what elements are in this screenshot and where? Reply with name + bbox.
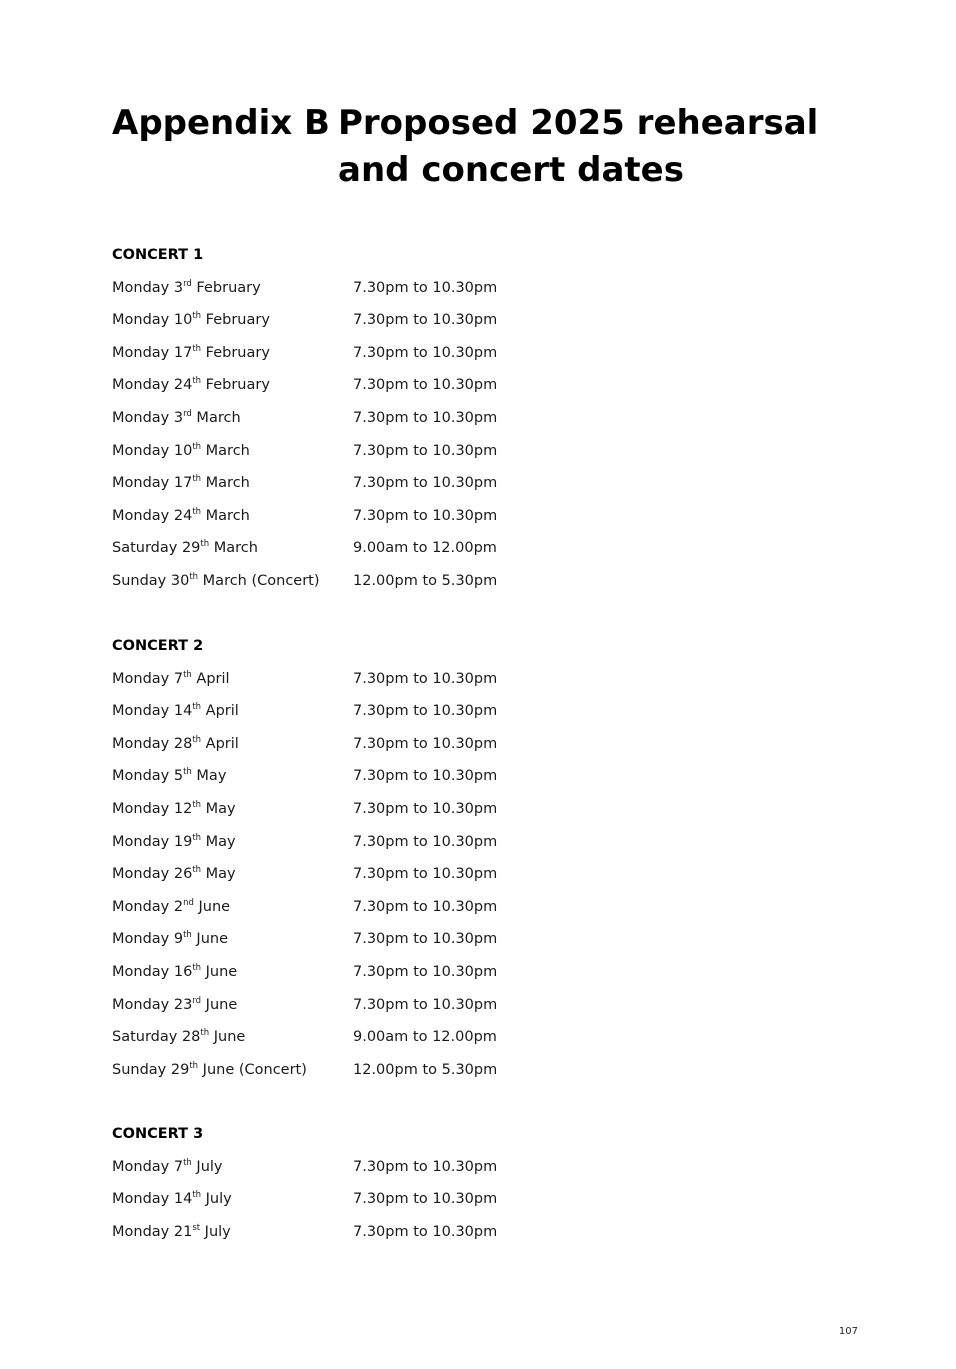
rehearsal-date: [112, 304, 270, 337]
date-ordinal-suffix: th: [192, 962, 202, 973]
rehearsal-date: [112, 337, 270, 370]
schedule-row: [112, 272, 612, 305]
date-ordinal-suffix: th: [183, 930, 192, 941]
rehearsal-date: [112, 402, 241, 435]
date-month: February: [191, 279, 261, 296]
rehearsal-date: [112, 989, 237, 1022]
date-day: Monday 7: [112, 1158, 184, 1175]
date-day: Monday 14: [112, 703, 193, 720]
date-ordinal-suffix: th: [189, 571, 199, 582]
schedule-row: [112, 304, 612, 337]
date-month: June: [201, 963, 238, 980]
schedule-row: [112, 923, 612, 956]
date-ordinal-suffix: th: [192, 376, 202, 387]
rehearsal-date: [112, 1183, 232, 1216]
date-day: Monday 3: [112, 279, 184, 296]
rehearsal-time: 7.30pm to 10.30pm: [353, 475, 498, 492]
date-day: Monday 17: [112, 344, 193, 361]
rehearsal-time: 7.30pm to 10.30pm: [353, 377, 498, 394]
rehearsal-time: 7.30pm to 10.30pm: [353, 1191, 498, 1208]
rehearsal-time: 7.30pm to 10.30pm: [353, 312, 498, 329]
rehearsal-date: [112, 435, 250, 468]
rehearsal-time: 9.00am to 12.00pm: [353, 1029, 497, 1046]
date-day: Monday 3: [112, 409, 184, 426]
date-ordinal-suffix: th: [192, 311, 202, 322]
schedule-row: [112, 695, 612, 728]
date-ordinal-suffix: st: [192, 1222, 201, 1233]
rehearsal-time: 12.00pm to 5.30pm: [353, 1061, 498, 1078]
date-day: Monday 10: [112, 312, 193, 329]
rehearsal-time: 7.30pm to 10.30pm: [353, 931, 498, 948]
date-day: Monday 17: [112, 475, 193, 492]
rehearsal-time: 7.30pm to 10.30pm: [353, 963, 498, 980]
schedule-row: [112, 369, 612, 402]
date-ordinal-suffix: th: [192, 474, 202, 485]
date-month: June (Concert): [198, 1061, 307, 1078]
rehearsal-date: [112, 793, 236, 826]
date-day: Monday 12: [112, 800, 193, 817]
date-day: Monday 19: [112, 833, 193, 850]
date-day: Monday 21: [112, 1223, 193, 1240]
date-month: May: [191, 768, 227, 785]
schedule-row: [112, 1151, 612, 1184]
concert-1-section: [112, 239, 612, 598]
date-day: Monday 7: [112, 670, 184, 687]
rehearsal-time: 7.30pm to 10.30pm: [353, 670, 498, 687]
date-day: Monday 16: [112, 963, 193, 980]
schedule-row: [112, 500, 612, 533]
section-title: CONCERT 1: [112, 247, 204, 263]
date-month: March: [201, 442, 250, 459]
date-ordinal-suffix: th: [192, 734, 202, 745]
date-ordinal-suffix: th: [192, 799, 202, 810]
date-month: May: [201, 833, 236, 850]
schedule-row: [112, 1054, 612, 1087]
rehearsal-time: 7.30pm to 10.30pm: [353, 866, 498, 883]
rehearsal-time: 7.30pm to 10.30pm: [353, 1158, 498, 1175]
rehearsal-date: [112, 695, 239, 728]
date-month: April: [191, 670, 230, 687]
rehearsal-date: [112, 1216, 231, 1249]
date-day: Monday 28: [112, 735, 193, 752]
date-ordinal-suffix: th: [192, 506, 202, 517]
rehearsal-time: 7.30pm to 10.30pm: [353, 507, 498, 524]
rehearsal-date: [112, 826, 236, 859]
rehearsal-time: 7.30pm to 10.30pm: [353, 996, 498, 1013]
rehearsal-date: [112, 467, 250, 500]
rehearsal-time: 7.30pm to 10.30pm: [353, 279, 498, 296]
date-month: April: [201, 735, 239, 752]
schedule-row: [112, 565, 612, 598]
rehearsal-date: [112, 663, 230, 696]
rehearsal-date: [112, 1021, 245, 1054]
rehearsal-date: [112, 891, 230, 924]
rehearsal-date: [112, 369, 270, 402]
rehearsal-time: 7.30pm to 10.30pm: [353, 442, 498, 459]
schedule-row: [112, 402, 612, 435]
rehearsal-date: [112, 1151, 223, 1184]
date-ordinal-suffix: rd: [183, 278, 192, 289]
date-month: March: [201, 475, 250, 492]
rehearsal-date: [112, 500, 250, 533]
rehearsal-date: [112, 565, 320, 598]
rehearsal-time: 7.30pm to 10.30pm: [353, 1223, 498, 1240]
date-ordinal-suffix: th: [192, 865, 202, 876]
rehearsal-time: 7.30pm to 10.30pm: [353, 898, 498, 915]
date-day: Saturday 28: [112, 1029, 201, 1046]
appendix-title: Proposed 2025 rehearsal and concert dates: [338, 103, 819, 190]
date-ordinal-suffix: th: [192, 832, 202, 843]
date-month: June: [193, 898, 231, 915]
concert-3-section: [112, 1118, 612, 1248]
date-month: February: [201, 312, 270, 329]
date-month: June: [209, 1029, 246, 1046]
rehearsal-time: 7.30pm to 10.30pm: [353, 409, 498, 426]
date-day: Monday 9: [112, 931, 184, 948]
date-ordinal-suffix: th: [192, 441, 202, 452]
date-month: April: [201, 703, 239, 720]
schedule-row: [112, 826, 612, 859]
rehearsal-date: [112, 760, 226, 793]
schedule-row: [112, 989, 612, 1022]
section-title: CONCERT 2: [112, 638, 204, 654]
concert-2-section: [112, 630, 612, 1086]
date-ordinal-suffix: th: [192, 343, 202, 354]
rehearsal-date: [112, 532, 258, 565]
date-day: Monday 2: [112, 898, 184, 915]
date-day: Monday 23: [112, 996, 193, 1013]
schedule-row: [112, 467, 612, 500]
rehearsal-date: [112, 728, 239, 761]
rehearsal-time: 7.30pm to 10.30pm: [353, 768, 498, 785]
schedule-row: [112, 435, 612, 468]
date-day: Monday 10: [112, 442, 193, 459]
rehearsal-date: [112, 272, 261, 305]
rehearsal-date: [112, 1054, 307, 1087]
appendix-label: Appendix B: [112, 103, 330, 143]
rehearsal-time: 12.00pm to 5.30pm: [353, 572, 498, 589]
date-ordinal-suffix: th: [192, 1190, 202, 1201]
section-title: CONCERT 3: [112, 1126, 204, 1142]
schedule-list: [112, 663, 612, 1087]
date-ordinal-suffix: th: [183, 767, 192, 778]
rehearsal-date: [112, 956, 237, 989]
date-month: July: [191, 1158, 223, 1175]
date-month: June: [201, 996, 238, 1013]
schedule-row: [112, 760, 612, 793]
date-day: Sunday 29: [112, 1061, 190, 1078]
date-day: Monday 24: [112, 507, 193, 524]
date-month: March: [201, 507, 250, 524]
date-day: Sunday 30: [112, 572, 190, 589]
date-ordinal-suffix: rd: [183, 408, 192, 419]
rehearsal-date: [112, 858, 236, 891]
rehearsal-time: 7.30pm to 10.30pm: [353, 735, 498, 752]
date-day: Monday 5: [112, 768, 184, 785]
date-month: May: [201, 866, 236, 883]
schedule-row: [112, 1216, 612, 1249]
date-ordinal-suffix: th: [183, 1157, 192, 1168]
date-month: June: [191, 931, 228, 948]
date-month: May: [201, 800, 236, 817]
page-number: 107: [838, 1326, 858, 1337]
date-ordinal-suffix: nd: [183, 897, 194, 908]
date-ordinal-suffix: th: [200, 1028, 210, 1039]
rehearsal-time: 7.30pm to 10.30pm: [353, 703, 498, 720]
rehearsal-date: [112, 923, 228, 956]
date-month: March: [209, 540, 258, 557]
schedule-row: [112, 858, 612, 891]
date-month: February: [201, 344, 270, 361]
date-month: July: [200, 1223, 231, 1240]
schedule-row: [112, 728, 612, 761]
rehearsal-time: 7.30pm to 10.30pm: [353, 344, 498, 361]
schedule-row: [112, 663, 612, 696]
date-ordinal-suffix: rd: [192, 995, 202, 1006]
date-month: March (Concert): [198, 572, 320, 589]
schedule-row: [112, 337, 612, 370]
schedule-row: [112, 532, 612, 565]
schedule-list: [112, 272, 612, 598]
rehearsal-time: 7.30pm to 10.30pm: [353, 800, 498, 817]
date-ordinal-suffix: th: [192, 702, 202, 713]
schedule-row: [112, 956, 612, 989]
date-ordinal-suffix: th: [189, 1060, 199, 1071]
date-month: July: [201, 1191, 232, 1208]
schedule-row: [112, 793, 612, 826]
date-day: Monday 26: [112, 866, 193, 883]
rehearsal-time: 9.00am to 12.00pm: [353, 540, 497, 557]
schedule-row: [112, 1183, 612, 1216]
date-month: February: [201, 377, 270, 394]
date-day: Saturday 29: [112, 540, 201, 557]
schedule-row: [112, 891, 612, 924]
date-ordinal-suffix: th: [200, 539, 210, 550]
schedule-list: [112, 1151, 612, 1249]
rehearsal-time: 7.30pm to 10.30pm: [353, 833, 498, 850]
date-day: Monday 24: [112, 377, 193, 394]
date-day: Monday 14: [112, 1191, 193, 1208]
date-month: March: [191, 409, 241, 426]
schedule-row: [112, 1021, 612, 1054]
date-ordinal-suffix: th: [183, 669, 192, 680]
